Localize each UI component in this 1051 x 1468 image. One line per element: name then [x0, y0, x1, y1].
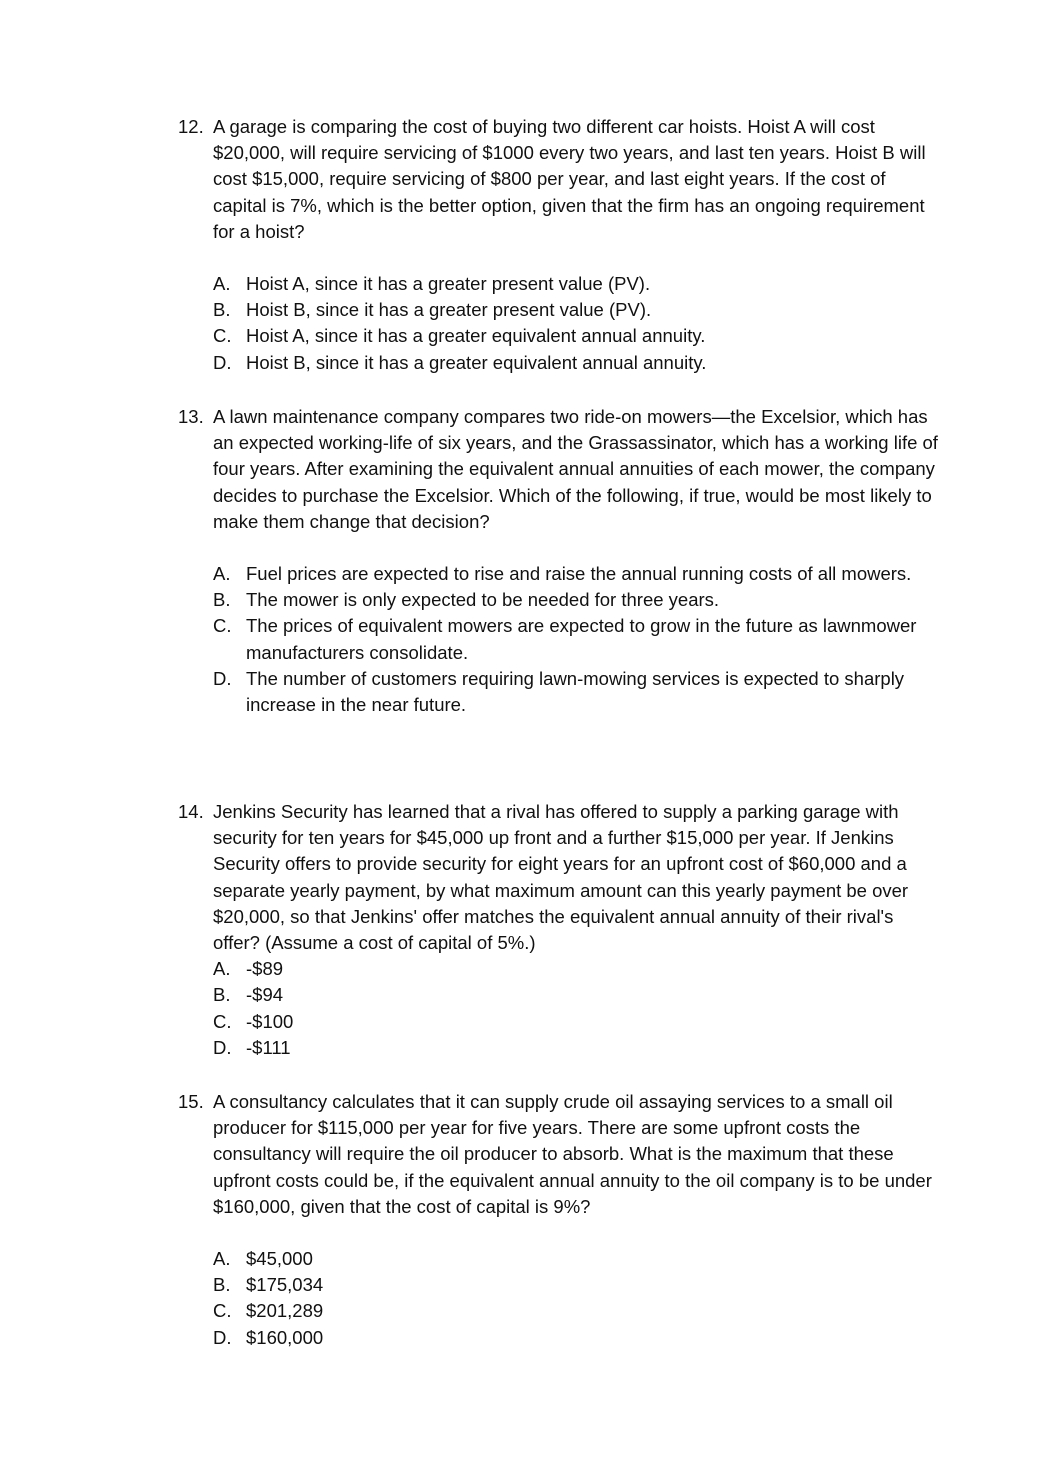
question-14 [178, 799, 938, 1061]
option-letter: C. [213, 1300, 232, 1322]
answer-option-a [213, 271, 938, 297]
question-text: Jenkins Security has learned that a rival has offered to supply a parking garage with security for ten years for $45,000 up front and a further $15,000 per year. If Jenkins Security offers to provide security for eight years for an upfront cost of $60,000 and a separate yearly payment, by what maximum amount can this yearly payment be over $20,000, so that Jenkins' offer matches the equivalent annual annuity of their rival's offer? (Assume a cost of capital of 5%.) [213, 801, 909, 954]
option-text: $160,000 [246, 1326, 324, 1348]
question-number: 12. [178, 116, 204, 137]
question-stem [178, 1089, 938, 1220]
question-text: A garage is comparing the cost of buying two different car hoists. Hoist A will cost $20,000, will require servicing of $1000 every two years, and last ten years. Hoist B will cost $15,000, require servicing of $800 per year, and last eight years. If the cost of capital is 7%, which is the better option, given that the firm has an ongoing requirement for a hoist? [213, 116, 926, 242]
option-letter: D. [213, 1036, 232, 1058]
question-stem [178, 404, 938, 535]
option-letter: A. [213, 563, 231, 585]
option-letter: D. [213, 1326, 232, 1348]
option-text: -$89 [246, 958, 284, 980]
answer-option-c [213, 1009, 938, 1035]
option-text: Fuel prices are expected to rise and raise the annual running costs of all mowers. [246, 563, 912, 585]
question-stem [178, 114, 938, 245]
option-text: $45,000 [246, 1248, 313, 1270]
option-letter: A. [213, 273, 231, 295]
question-text: A lawn maintenance company compares two ride-on mowers—the Excelsior, which has an expected working-life of six years, and the Grassassinator, which has a working life of four years. After examining the equivalent annual annuities of each mower, the company decides to purchase the Excelsior. Which of the following, if true, would be most likely to make them change that decision? [213, 406, 938, 532]
question-text: A consultancy calculates that it can supply crude oil assaying services to a small oil producer for $115,000 per year for five years. There are some upfront costs the consultancy will require the oil producer to absorb. What is the maximum that these upfront costs could be, if the equivalent annual annuity to the oil company is to be under $160,000, given that the cost of capital is 9%? [213, 1091, 932, 1217]
option-letter: B. [213, 1274, 231, 1296]
option-text: $175,034 [246, 1274, 324, 1296]
option-text: Hoist B, since it has a greater present value (PV). [246, 299, 652, 321]
option-text: $201,289 [246, 1300, 324, 1322]
answer-option-d [213, 350, 938, 376]
question-12 [178, 114, 938, 376]
answer-option-b [213, 587, 938, 613]
answer-option-d [213, 666, 938, 718]
answer-option-b [213, 297, 938, 323]
answer-options [178, 1246, 938, 1351]
answer-options [178, 561, 938, 718]
option-text: Hoist A, since it has a greater present value (PV). [246, 273, 651, 295]
answer-option-c [213, 1298, 938, 1324]
option-text: -$94 [246, 984, 284, 1006]
option-letter: A. [213, 1248, 231, 1270]
question-number: 13. [178, 406, 204, 427]
question-stem [178, 799, 938, 956]
answer-option-b [213, 982, 938, 1008]
answer-option-c [213, 613, 938, 665]
answer-option-b [213, 1272, 938, 1298]
option-letter: C. [213, 1010, 232, 1032]
question-number: 15. [178, 1091, 204, 1112]
question-15 [178, 1089, 938, 1351]
option-letter: C. [213, 615, 232, 637]
question-13 [178, 404, 938, 718]
option-text: -$111 [246, 1036, 291, 1058]
option-text: The mower is only expected to be needed for three years. [246, 589, 720, 611]
option-text: The prices of equivalent mowers are expected to grow in the future as lawnmower manufacturers consolidate. [246, 615, 917, 663]
option-text: The number of customers requiring lawn-mowing services is expected to sharply increase in the near future. [246, 667, 905, 716]
option-letter: B. [213, 984, 231, 1006]
answer-option-c [213, 323, 938, 349]
answer-options [178, 271, 938, 376]
answer-option-d [213, 1035, 938, 1061]
option-letter: D. [213, 351, 232, 373]
option-text: -$100 [246, 1010, 294, 1032]
answer-options [178, 956, 938, 1061]
answer-option-d [213, 1325, 938, 1351]
question-number: 14. [178, 801, 204, 822]
option-letter: C. [213, 325, 232, 347]
option-letter: B. [213, 589, 231, 611]
answer-option-a [213, 956, 938, 982]
option-letter: B. [213, 299, 231, 321]
answer-option-a [213, 1246, 938, 1272]
option-letter: A. [213, 958, 231, 980]
answer-option-a [213, 561, 938, 587]
option-text: Hoist B, since it has a greater equivalent annual annuity. [246, 351, 707, 373]
option-letter: D. [213, 667, 232, 689]
option-text: Hoist A, since it has a greater equivalent annual annuity. [246, 325, 706, 347]
